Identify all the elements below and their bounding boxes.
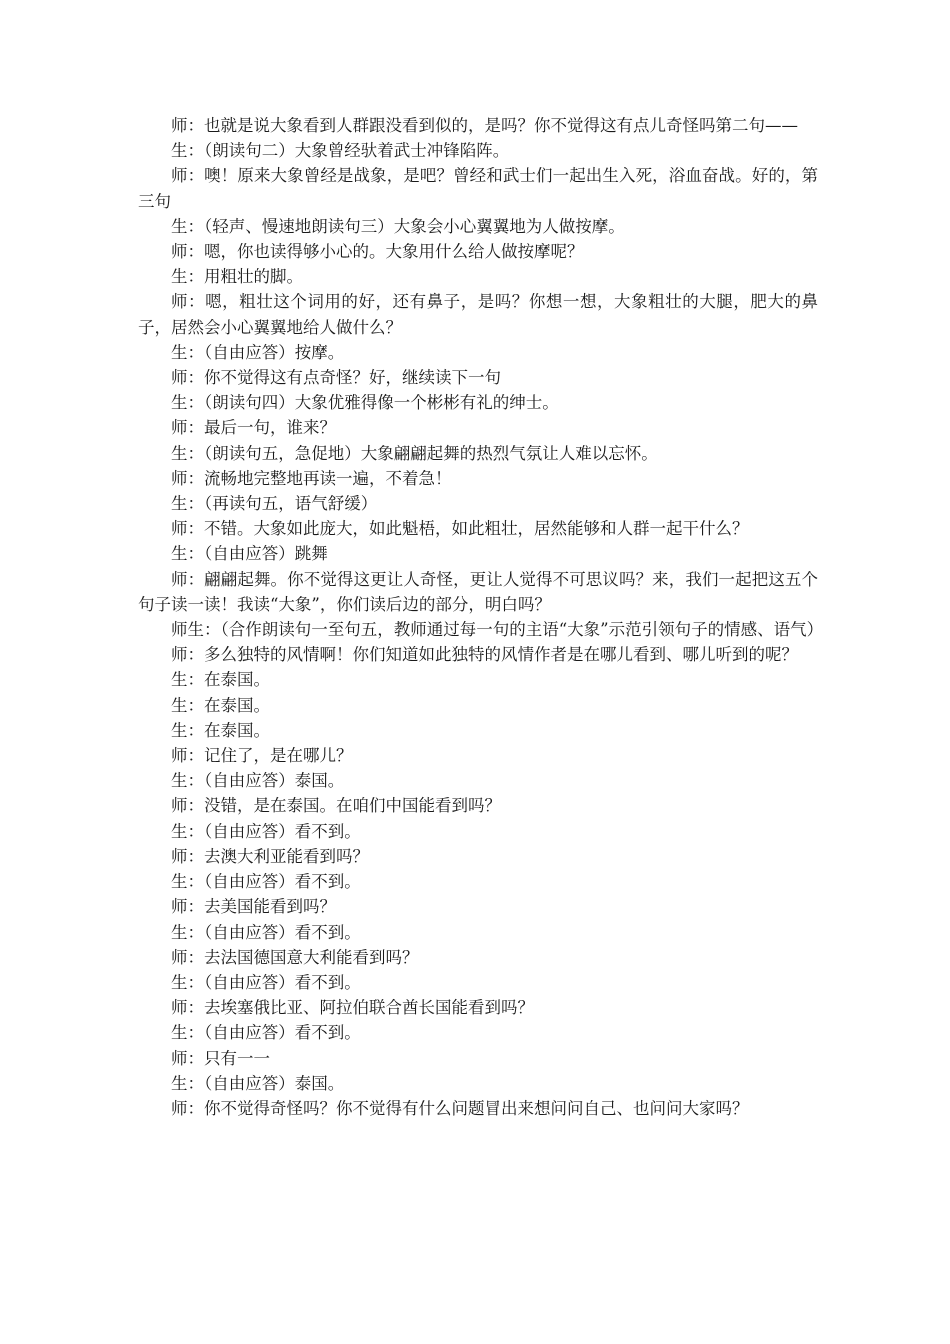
dialogue-paragraph: 师：没错，是在泰国。在咱们中国能看到吗？ [171,796,501,816]
dialogue-paragraph: 师：去埃塞俄比亚、阿拉伯联合酋长国能看到吗？ [171,998,534,1018]
dialogue-paragraph: 师：不错。大象如此庞大，如此魁梧，如此粗壮，居然能够和人群一起干什么？ [171,519,749,539]
dialogue-paragraph: 生：在泰国。 [171,695,270,715]
dialogue-paragraph: 师：多么独特的风情啊！你们知道如此独特的风情作者是在哪儿看到、哪儿听到的呢？ [171,645,798,665]
dialogue-paragraph: 生：（自由应答）泰国。 [171,771,345,791]
dialogue-paragraph: 生：（轻声、慢速地朗读句三）大象会小心翼翼地为人做按摩。 [171,216,625,236]
dialogue-paragraph: 师：翩翩起舞。你不觉得这更让人奇怪，更让人觉得不可思议吗？来，我们一起把这五个句子读一读！我读“大象”，你们读后边的部分，明白吗？ [138,569,818,614]
dialogue-paragraph: 生：（自由应答）看不到。 [171,872,361,892]
dialogue-paragraph: 师：嗯，你也读得够小心的。大象用什么给人做按摩呢？ [171,242,584,262]
dialogue-paragraph: 生：（自由应答）看不到。 [171,972,361,992]
dialogue-paragraph: 师：最后一句，谁来？ [171,418,336,438]
dialogue-paragraph: 生：（再读句五，语气舒缓） [171,494,378,514]
dialogue-paragraph: 生：（自由应答）跳舞 [171,544,328,564]
dialogue-paragraph: 生：（朗读句二）大象曾经驮着武士冲锋陷阵。 [171,141,510,161]
dialogue-paragraph: 生：（自由应答）泰国。 [171,1073,345,1093]
dialogue-paragraph: 师：也就是说大象看到人群跟没看到似的，是吗？你不觉得这有点儿奇怪吗第二句—— [171,116,798,135]
dialogue-paragraph: 师：噢！原来大象曾经是战象，是吧？曾经和武士们一起出生入死，浴血奋战。好的，第三句 [138,166,818,211]
dialogue-paragraph: 生：（自由应答）看不到。 [171,1023,361,1043]
dialogue-paragraph: 生：（自由应答）看不到。 [171,922,361,942]
dialogue-paragraph: 生：在泰国。 [171,670,270,690]
dialogue-paragraph: 师：去澳大利亚能看到吗？ [171,846,369,866]
dialogue-paragraph: 师：流畅地完整地再读一遍，不着急！ [171,468,452,488]
dialogue-paragraph: 生：（自由应答）按摩。 [171,342,345,362]
dialogue-paragraph: 师：去美国能看到吗？ [171,897,336,917]
dialogue-paragraph: 师：只有一一 [171,1048,270,1068]
document-body [138,113,824,1121]
dialogue-paragraph: 师生：（合作朗读句一至句五，教师通过每一句的主语“大象”示范引领句子的情感、语气） [171,620,824,640]
dialogue-paragraph: 生：（自由应答）看不到。 [171,821,361,841]
dialogue-paragraph: 生：（朗读句五，急促地）大象翩翩起舞的热烈气氛让人难以忘怀。 [171,443,658,463]
dialogue-paragraph: 生：在泰国。 [171,720,270,740]
dialogue-paragraph: 师：嗯，粗壮这个词用的好，还有鼻子，是吗？你想一想，大象粗壮的大腿，肥大的鼻子，居然会小心翼翼地给人做什么？ [138,292,818,337]
dialogue-paragraph: 师：你不觉得这有点奇怪？好，继续读下一句 [171,368,501,388]
dialogue-paragraph: 师：去法国德国意大利能看到吗？ [171,947,419,967]
dialogue-paragraph: 生：用粗壮的脚。 [171,267,303,287]
dialogue-paragraph: 师：你不觉得奇怪吗？你不觉得有什么问题冒出来想问问自己、也问问大家吗？ [171,1098,749,1118]
dialogue-paragraph: 生：（朗读句四）大象优雅得像一个彬彬有礼的绅士。 [171,393,559,413]
dialogue-paragraph: 师：记住了，是在哪儿？ [171,746,353,766]
